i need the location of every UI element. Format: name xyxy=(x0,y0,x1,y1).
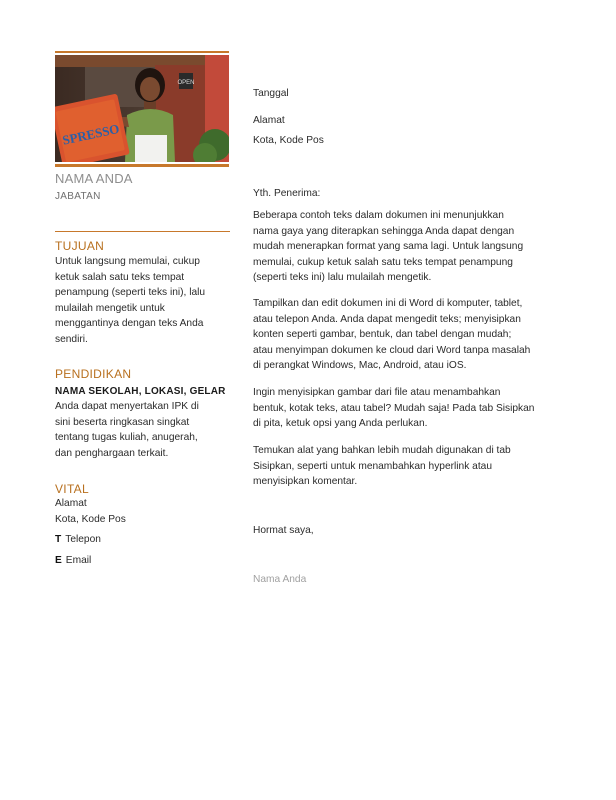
education-line: tentang tugas kuliah, anugerah, xyxy=(55,432,198,443)
barista-photo-image xyxy=(55,55,229,162)
vital-email[interactable] xyxy=(55,555,91,566)
paragraph-line: menyisipkan komentar. xyxy=(253,476,358,487)
email-prefix: E xyxy=(55,555,62,566)
objective-line: mulailah mengetik untuk xyxy=(55,302,165,314)
paragraph-line: (seperti teks ini) lalu mulailah mengetik. xyxy=(253,272,432,283)
letter-paragraph[interactable] xyxy=(253,296,573,374)
letter-paragraph[interactable] xyxy=(253,208,573,286)
paragraph-line: atau menyimpan dokumen ke cloud dari Word tanpa masalah xyxy=(253,344,531,356)
paragraph-line: di perangkat Windows, Mac, Android, atau iOS. xyxy=(253,360,467,371)
vital-heading: VITAL xyxy=(55,482,89,496)
svg-text:OPEN: OPEN xyxy=(177,80,195,86)
vital-phone[interactable] xyxy=(55,534,101,545)
closing[interactable]: Hormat saya, xyxy=(253,525,314,536)
sign-text: SPRESSO xyxy=(61,120,121,148)
education-heading: PENDIDIKAN xyxy=(55,367,132,381)
candidate-name[interactable]: NAMA ANDA xyxy=(55,171,133,186)
salutation[interactable]: Yth. Penerima: xyxy=(253,188,321,199)
email-value: Email xyxy=(65,555,92,566)
paragraph-line: Sisipkan, seperti untuk menambahkan hyperlink atau xyxy=(253,460,492,472)
phone-value: Telepon xyxy=(65,534,101,545)
paragraph-line: Ingin menyisipkan gambar dari file atau menambahkan xyxy=(253,387,501,398)
paragraph-line: konten seperti gambar, bentuk, dan tabel dengan mudah; xyxy=(253,329,512,340)
vital-address[interactable]: Alamat xyxy=(55,498,87,509)
education-text[interactable] xyxy=(55,399,233,461)
recipient-address[interactable]: Alamat xyxy=(253,115,285,126)
sidebar-divider xyxy=(55,231,230,232)
profile-photo xyxy=(55,51,229,167)
objective-line: Untuk langsung memulai, cukup xyxy=(55,256,200,267)
objective-line: ketuk salah satu teks tempat xyxy=(55,271,185,283)
paragraph-line: atau telepon Anda. Anda dapat mengedit teks; menyisipkan xyxy=(253,313,521,325)
education-line: sini beserta ringkasan singkat xyxy=(55,416,190,428)
school-name[interactable]: NAMA SEKOLAH, LOKASI, GELAR xyxy=(55,386,226,397)
objective-line: menggantinya dengan teks Anda xyxy=(55,318,204,329)
letter-date[interactable]: Tanggal xyxy=(253,88,289,99)
phone-prefix: T xyxy=(55,534,62,545)
paragraph-line: di pita, ketuk opsi yang Anda perlukan. xyxy=(253,418,428,429)
paragraph-line: Beberapa contoh teks dalam dokumen ini menunjukkan xyxy=(253,210,504,221)
objective-line: penampung (seperti teks ini), lalu xyxy=(55,287,206,298)
education-line: Anda dapat menyertakan IPK di xyxy=(55,401,199,412)
recipient-city[interactable]: Kota, Kode Pos xyxy=(253,135,324,146)
paragraph-line: mudah menerapkan format yang sama lagi. Untuk langsung xyxy=(253,241,524,252)
photo-bottom-rule xyxy=(55,164,229,167)
paragraph-line: Temukan alat yang bahkan lebih mudah digunakan di tab xyxy=(253,445,511,456)
paragraph-line: Tampilkan dan edit dokumen ini di Word di komputer, tablet, xyxy=(253,298,523,309)
signature-name[interactable]: Nama Anda xyxy=(253,574,307,585)
letter-paragraph[interactable] xyxy=(253,385,573,432)
vital-city[interactable]: Kota, Kode Pos xyxy=(55,514,126,525)
paragraph-line: memulai, cukup ketuk salah satu teks tempat penampung xyxy=(253,256,513,268)
objective-text[interactable] xyxy=(55,254,233,347)
objective-heading: TUJUAN xyxy=(55,239,105,253)
job-title[interactable]: JABATAN xyxy=(55,191,101,202)
education-line: dan penghargaan terkait. xyxy=(55,447,169,459)
paragraph-line: nama gaya yang diterapkan sehingga Anda dapat dengan xyxy=(253,225,515,237)
paragraph-line: bentuk, kotak teks, atau tabel? Mudah saja! Pada tab Sisipkan xyxy=(253,402,535,414)
objective-line: sendiri. xyxy=(55,333,88,345)
photo-top-rule xyxy=(55,51,229,53)
letter-paragraph[interactable] xyxy=(253,443,573,490)
